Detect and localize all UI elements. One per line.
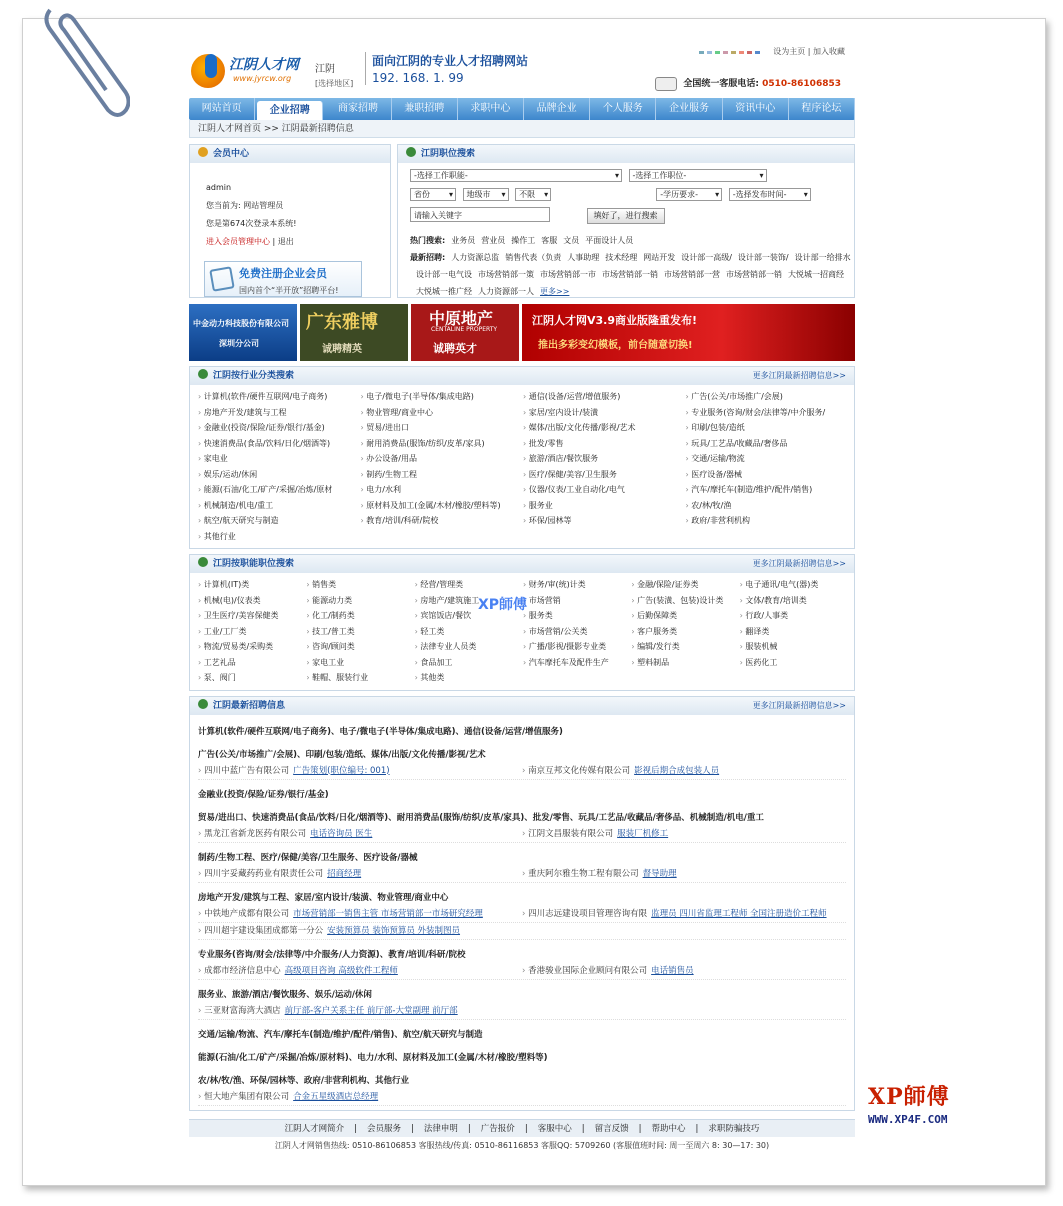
industry-link[interactable]: › 家电业: [198, 451, 361, 467]
hotline: [655, 76, 841, 91]
industry-link[interactable]: › 娱乐/运动/休闲: [198, 467, 361, 483]
function-link[interactable]: › 汽车摩托车及配件生产: [523, 655, 631, 671]
keyword-input[interactable]: 请输入关键字: [410, 207, 550, 222]
latest-job-link[interactable]: 大悦城一推广经: [416, 287, 472, 296]
category-heading: 能源(石油/化工/矿产/采掘/冶炼/原材料)、电力/水利、原材料及加工(金属/木材/橡胶/塑料等): [198, 1052, 548, 1063]
industry-link[interactable]: › 专业服务(咨询/财会/法律等/中介服务/: [686, 405, 849, 421]
function-link[interactable]: › 泵、阀门: [198, 670, 306, 686]
latest-more-link[interactable]: 更多江阴最新招聘信息>>: [752, 700, 846, 710]
latest-job-link[interactable]: 市场营销部一销: [726, 270, 782, 279]
company-name[interactable]: 江阴文昌服装有限公司: [528, 828, 614, 839]
list-icon: [198, 557, 208, 567]
job-row: [198, 1089, 846, 1106]
job-cell: [198, 1089, 522, 1105]
job-cell: [198, 963, 522, 979]
footer-link[interactable]: 会员服务: [367, 1123, 402, 1134]
choose-area-link[interactable]: [选择地区]: [315, 79, 354, 88]
function-link[interactable]: › 工业/工厂类: [198, 624, 306, 640]
city-select[interactable]: 地级市 ▾: [463, 188, 509, 201]
nav-item[interactable]: 网站首页: [189, 98, 255, 120]
job-link[interactable]: 招商经理: [327, 868, 362, 879]
function-link[interactable]: › 市场营销: [523, 593, 631, 609]
company-name[interactable]: 成都市经济信息中心: [204, 965, 281, 976]
industry-link[interactable]: › 金融业(投资/保险/证券/银行/基金): [198, 420, 361, 436]
latest-job-link[interactable]: 市场营销部一策: [478, 270, 534, 279]
latest-job-link[interactable]: 人力资源总监: [451, 253, 500, 262]
banner-4-title: 江阴人才网V3.9商业版隆重发布!: [532, 314, 698, 327]
footer-separator: |: [411, 1123, 414, 1134]
industry-link[interactable]: › 航空/航天研究与制造: [198, 513, 361, 529]
latest-job-link[interactable]: 市场营销部一市: [540, 270, 596, 279]
nav-item[interactable]: 商家招聘: [325, 98, 391, 120]
function-link[interactable]: › 翻译类: [740, 624, 848, 640]
industry-link[interactable]: › 服务业: [523, 498, 686, 514]
user-role: 您当前为: 网站管理员: [206, 201, 284, 210]
function-link[interactable]: › 食品加工: [415, 655, 523, 671]
function-link[interactable]: › 计算机(IT)类: [198, 577, 306, 593]
category-heading: 房地产开发/建筑与工程、家居/室内设计/装潢、物业管理/商业中心: [198, 892, 449, 903]
latest-job-link[interactable]: 设计部一高级/: [681, 253, 732, 262]
watermark: [868, 1080, 988, 1126]
list-icon: [198, 369, 208, 379]
function-link[interactable]: › 广播/影视/摄影专业类: [523, 639, 631, 655]
company-name[interactable]: 中铁地产成都有限公司: [204, 908, 290, 919]
logo-text: 江阴人才网: [229, 57, 299, 73]
job-cell: [198, 906, 522, 922]
hot-search-link[interactable]: 营业员: [481, 236, 506, 245]
latest-job-link[interactable]: 销售代表（负责: [505, 253, 562, 262]
job-row: [198, 1003, 846, 1020]
banner-v39-release[interactable]: [522, 304, 855, 361]
set-home-link[interactable]: 设为主页 | 加入收藏: [773, 47, 845, 56]
city-label: 江阴: [315, 64, 335, 75]
function-link[interactable]: › 物流/贸易类/采购类: [198, 639, 306, 655]
company-name[interactable]: 重庆阿尔雅生物工程有限公司: [528, 868, 639, 879]
industry-link[interactable]: › 计算机(软件/硬件互联网/电子商务): [198, 389, 361, 405]
member-center-header: [190, 145, 390, 163]
category-heading: 贸易/进出口、快速消费品(食品/饮料/日化/烟酒等)、耐用消费品(服饰/纺织/皮革/家具)、批发/零售、玩具/工艺品/收藏品/奢侈品、机械制造/机电/重工: [198, 812, 764, 823]
industry-link[interactable]: › 贸易/进出口: [361, 420, 524, 436]
latest-job-link[interactable]: 市场营销部一营: [664, 270, 720, 279]
job-link[interactable]: 安装预算员 装饰预算员 外装制图员: [327, 925, 461, 936]
industry-link[interactable]: › 印刷/包装/造纸: [686, 420, 849, 436]
category-heading: 广告(公关/市场推广/会展)、印刷/包装/造纸、媒体/出版/文化传播/影视/艺术: [198, 749, 486, 760]
industry-link[interactable]: › 机械制造/机电/重工: [198, 498, 361, 514]
ip-text: 192. 168. 1. 99: [372, 71, 464, 85]
telephone-icon: [655, 77, 677, 91]
footer-link[interactable]: 留言反馈: [594, 1123, 629, 1134]
company-name[interactable]: 南京互邦文化传媒有限公司: [528, 765, 631, 776]
function-link[interactable]: › 服装机械: [740, 639, 848, 655]
banner-2-sub: 诚聘精英: [322, 344, 362, 355]
function-header: [190, 555, 854, 573]
latest-list: [190, 715, 854, 1110]
function-more-link[interactable]: 更多江阴最新招聘信息>>: [752, 559, 846, 568]
function-link[interactable]: › 广告(装潢、包装)设计类: [631, 593, 739, 609]
nav-item[interactable]: 企业招聘: [257, 101, 323, 120]
job-link[interactable]: 广告策划(职位编号: 001): [293, 765, 390, 776]
job-row: [198, 906, 846, 923]
company-name[interactable]: 三亚财富海湾大酒店: [204, 1005, 281, 1016]
industry-link[interactable]: › 玩具/工艺品/收藏品/奢侈品: [686, 436, 849, 452]
main-nav: [189, 98, 855, 120]
industry-link[interactable]: › 其他行业: [198, 529, 361, 545]
function-link[interactable]: › 金融/保险/证券类: [631, 577, 739, 593]
category-heading: 服务业、旅游/酒店/餐饮服务、娱乐/运动/休闲: [198, 989, 372, 1000]
search-button[interactable]: 填好了，进行搜索: [587, 208, 665, 224]
industry-link[interactable]: › 仪器/仪表/工业自动化/电气: [523, 482, 686, 498]
function-grid: [190, 573, 854, 690]
job-cell: [522, 763, 846, 779]
function-link[interactable]: › 医药化工: [740, 655, 848, 671]
job-search-header: [398, 145, 854, 163]
function-link[interactable]: › 鞋帽、服装行业: [306, 670, 414, 686]
watermark-brand: XP師傅: [868, 1084, 950, 1110]
function-link[interactable]: › 塑料制品: [631, 655, 739, 671]
footer-link[interactable]: 广告报价: [480, 1123, 515, 1134]
job-cell: [198, 866, 522, 882]
function-link[interactable]: › 能源动力类: [306, 593, 414, 609]
nav-item[interactable]: 求职中心: [458, 98, 524, 120]
nav-item[interactable]: 个人服务: [590, 98, 656, 120]
company-name[interactable]: 四川中蓝广告有限公司: [204, 765, 290, 776]
banner-3-en: CENTALINE PROPERTY: [431, 326, 498, 333]
position-select[interactable]: -选择工作职位- ▾: [629, 169, 767, 182]
job-cell: [522, 826, 846, 842]
industry-link[interactable]: › 交通/运输/物流: [686, 451, 849, 467]
job-link[interactable]: 高级项目咨询 高级软件工程师: [284, 965, 398, 976]
slogan-text: 面向江阴的专业人才招聘网站: [372, 54, 529, 68]
function-link[interactable]: › 工艺礼品: [198, 655, 306, 671]
banner-yabo[interactable]: [300, 304, 408, 361]
industry-link[interactable]: › 农/林/牧/渔: [686, 498, 849, 514]
function-title: 江阴按职能职位搜索: [213, 559, 295, 569]
province-select[interactable]: 省份 ▾: [410, 188, 456, 201]
job-link[interactable]: 合金五星级酒店总经理: [293, 1091, 379, 1102]
footer-link[interactable]: 求职防骗技巧: [708, 1123, 760, 1134]
job-row: [198, 763, 846, 780]
watermark-url: WWW.XP4F.COM: [868, 1113, 948, 1126]
hot-search-link[interactable]: 业务员: [451, 236, 476, 245]
industry-link[interactable]: › 制药/生物工程: [361, 467, 524, 483]
footer-link[interactable]: 法律申明: [423, 1123, 458, 1134]
breadcrumb: 江阴人才网首页 >> 江阴最新招聘信息: [189, 120, 855, 138]
industry-link[interactable]: › 医疗设备/器械: [686, 467, 849, 483]
footer-separator: |: [695, 1123, 699, 1134]
function-link[interactable]: › 轻工类: [415, 624, 523, 640]
footer-separator: |: [467, 1123, 471, 1134]
logout-link[interactable]: 退出: [277, 237, 294, 246]
industry-link[interactable]: › 政府/非营利机构: [686, 513, 849, 529]
login-count: 您是第674次登录本系统!: [206, 219, 297, 228]
register-form-icon: [209, 266, 234, 291]
industry-link[interactable]: › 广告(公关/市场推广/会展): [686, 389, 849, 405]
date-select[interactable]: -选择发布时间- ▾: [729, 188, 811, 201]
industry-link[interactable]: › 电力/水利: [361, 482, 524, 498]
industry-link[interactable]: › 教育/培训/科研/院校: [361, 513, 524, 529]
paperclip-icon: [40, 2, 130, 120]
logo[interactable]: [191, 52, 359, 92]
district-select[interactable]: 不限 ▾: [515, 188, 551, 201]
hot-search-link[interactable]: 平面设计人员: [585, 236, 634, 245]
register-title: 免费注册企业会员: [239, 267, 327, 280]
banner-1-title: 中金动力科技股份有限公司: [193, 319, 289, 328]
industry-header: [190, 367, 854, 385]
function-link[interactable]: › 房地产/建筑施工: [415, 593, 523, 609]
job-row: [198, 826, 846, 843]
slogan: [365, 52, 528, 85]
latest-title: 江阴最新招聘信息: [213, 700, 286, 711]
latest-job-link[interactable]: 网站开发: [643, 253, 676, 262]
job-search-title: 江阴职位搜索: [421, 149, 476, 159]
function-link[interactable]: › 行政/人事类: [740, 608, 848, 624]
function-link[interactable]: › 电子通讯/电气(器)类: [740, 577, 848, 593]
search-icon: [406, 147, 416, 157]
function-link[interactable]: › 卫生医疗/美容保健类: [198, 608, 306, 624]
nav-item[interactable]: 企业服务: [656, 98, 722, 120]
company-name[interactable]: 四川志远建设项目管理咨询有限: [528, 908, 648, 919]
function-link[interactable]: › 咨询/顾问类: [306, 639, 414, 655]
logo-icon: [191, 54, 225, 88]
industry-link[interactable]: › 医疗/保健/美容/卫生服务: [523, 467, 686, 483]
industry-more-link[interactable]: 更多江阴最新招聘信息>>: [752, 371, 846, 380]
latest-job-link[interactable]: 人力资源部一人: [478, 287, 534, 296]
job-cell: [198, 1003, 522, 1019]
job-link[interactable]: 监理员 四川省监理工程师 全国注册造价工程师: [651, 908, 827, 919]
industry-link[interactable]: › 旅游/酒店/餐饮服务: [523, 451, 686, 467]
company-name[interactable]: 四川超宇建设集团成都第一分公: [204, 925, 324, 936]
job-link[interactable]: 电话咨询员 医生: [310, 828, 373, 839]
function-link[interactable]: › 市场营销/公关类: [523, 624, 631, 640]
function-link[interactable]: › 后勤保障类: [631, 608, 739, 624]
footer-info: 江阴人才网销售热线: 0510-86106853 客服热线/传真: 0510-86116853 客服QQ: 5709260 (客服值班时间: 周一至周六 8: 30—17: 30): [274, 1140, 770, 1150]
register-company-button[interactable]: [204, 261, 362, 297]
nav-item[interactable]: 兼职招聘: [392, 98, 458, 120]
education-select[interactable]: -学历要求- ▾: [656, 188, 722, 201]
function-link[interactable]: › 编辑/发行类: [631, 639, 739, 655]
function-link[interactable]: › 化工/制药类: [306, 608, 414, 624]
footer-link[interactable]: 帮助中心: [651, 1123, 686, 1134]
job-cell: [198, 826, 522, 842]
job-cell: [198, 923, 522, 939]
function-link[interactable]: › 销售类: [306, 577, 414, 593]
function-link[interactable]: › 家电工业: [306, 655, 414, 671]
job-row: [198, 963, 846, 980]
username: admin: [206, 183, 232, 192]
latest-job-link[interactable]: 设计部一电气设: [416, 270, 472, 279]
function-link[interactable]: › 文体/教育/培训类: [740, 593, 848, 609]
company-name[interactable]: 四川宇妥藏药药业有限责任公司: [204, 868, 324, 879]
footer-link[interactable]: 客服中心: [537, 1123, 572, 1134]
footer-link[interactable]: 江阴人才网简介: [284, 1123, 345, 1134]
industry-link[interactable]: › 媒体/出版/文化传播/影视/艺术: [523, 420, 686, 436]
list-icon: [198, 699, 208, 709]
color-dots-icon: [699, 47, 763, 56]
latest-job-link[interactable]: 设计部一给排水: [794, 253, 851, 262]
hot-search-link[interactable]: 文员: [563, 236, 580, 245]
hot-search: [410, 232, 854, 300]
watermark-center: XP師傅: [478, 597, 528, 613]
job-link[interactable]: 前厅部-客户关系主任 前厅部-大堂副理 前厅部: [284, 1005, 458, 1016]
banner-3-sub: 诚聘英才: [433, 342, 477, 355]
industry-link[interactable]: › 通信(设备/运营/增值服务): [523, 389, 686, 405]
function-link[interactable]: › 财务/审(统)计类: [523, 577, 631, 593]
member-center: 会员中心 admin 您当前为: 网站管理员 您是第674次登录本系统! 进入会员管理中心 | 退出 免费注册企业会员 国内首个“半开放”招聘平台!: [189, 144, 391, 298]
function-link[interactable]: › 其他类: [415, 670, 523, 686]
industry-title: 江阴按行业分类搜索: [213, 371, 295, 381]
hotline-label: 全国统一客服电话:: [683, 79, 759, 89]
job-cell: [522, 963, 846, 979]
latest-job-link[interactable]: 市场营销部一销: [602, 270, 658, 279]
latest-job-link[interactable]: 人事助理: [567, 253, 600, 262]
footer-links: [189, 1119, 855, 1137]
banner-zhongjin[interactable]: [189, 304, 297, 361]
latest-more-link[interactable]: 更多>>: [540, 287, 570, 296]
latest-header: [190, 697, 854, 715]
function-link[interactable]: › 服务类: [523, 608, 631, 624]
footer-separator: |: [638, 1123, 642, 1134]
industry-link[interactable]: › 家居/室内设计/装潢: [523, 405, 686, 421]
company-name[interactable]: 黑龙江省新龙医药有限公司: [204, 828, 307, 839]
industry-link[interactable]: › 批发/零售: [523, 436, 686, 452]
hot-search-link[interactable]: 客服: [541, 236, 558, 245]
industry-link[interactable]: › 办公设备/用品: [361, 451, 524, 467]
banner-ads: [189, 304, 855, 361]
job-cell: [198, 763, 522, 779]
industry-section: [189, 366, 855, 549]
industry-link[interactable]: › 能源(石油/化工/矿产/采掘/冶炼/原材: [198, 482, 361, 498]
latest-section: [189, 696, 855, 1111]
company-name[interactable]: 香港骏业国际企业顾问有限公司: [528, 965, 648, 976]
job-link[interactable]: 市场营销部一销售主管 市场营销部一市场研究经理: [293, 908, 483, 919]
latest-jobs-label: 最新招聘:: [410, 253, 446, 262]
header: [189, 46, 855, 98]
function-link[interactable]: › 客户服务类: [631, 624, 739, 640]
banner-1-sub: 深圳分公司: [219, 339, 259, 348]
job-cell: [522, 866, 846, 882]
job-row: [198, 923, 846, 940]
company-name[interactable]: 恒大地产集团有限公司: [204, 1091, 290, 1102]
job-cell: [522, 906, 846, 922]
banner-3-title: 中原地产: [429, 309, 494, 328]
function-select[interactable]: -选择工作职能- ▾: [410, 169, 622, 182]
nav-item[interactable]: 程序论坛: [789, 98, 855, 120]
member-admin-link[interactable]: 进入会员管理中心: [206, 237, 270, 246]
register-subtitle: 国内首个“半开放”招聘平台!: [239, 286, 339, 295]
logo-url: www.jyrcw.org: [233, 74, 292, 83]
latest-job-link[interactable]: 大悦城一招商经: [788, 270, 844, 279]
member-center-title: 会员中心: [213, 149, 250, 159]
banner-centaline[interactable]: [411, 304, 519, 361]
job-link[interactable]: 服装厂机修工: [617, 828, 669, 839]
footer-separator: |: [581, 1123, 585, 1134]
category-heading: 交通/运输/物流、汽车/摩托车(制造/维护/配件/销售)、航空/航天研究与制造: [198, 1029, 483, 1040]
hot-search-link[interactable]: 操作工: [511, 236, 536, 245]
function-link[interactable]: › 法律专业人员类: [415, 639, 523, 655]
category-heading: 专业服务(咨询/财会/法律等/中介服务/人力资源)、教育/培训/科研/院校: [198, 949, 466, 960]
top-links: [699, 46, 845, 57]
function-link[interactable]: › 宾馆饭店/餐饮: [415, 608, 523, 624]
nav-item[interactable]: 品牌企业: [524, 98, 590, 120]
function-link[interactable]: › 经营/管理类: [415, 577, 523, 593]
category-heading: 制药/生物工程、医疗/保健/美容/卫生服务、医疗设备/器械: [198, 852, 418, 863]
category-heading: 计算机(软件/硬件互联网/电子商务)、电子/微电子(半导体/集成电路)、通信(设备/运营/增值服务): [198, 726, 563, 737]
job-row: [198, 866, 846, 883]
category-heading: 金融业(投资/保险/证券/银行/基金): [198, 789, 329, 800]
job-link[interactable]: 督导助理: [642, 868, 677, 879]
job-link[interactable]: 影视后期合成包装人员: [634, 765, 720, 776]
footer-separator: |: [524, 1123, 528, 1134]
job-link[interactable]: 电话销售员: [651, 965, 694, 976]
industry-link[interactable]: › 快速消费品(食品/饮料/日化/烟酒等): [198, 436, 361, 452]
industry-link[interactable]: › 耐用消费品(服饰/纺织/皮革/家具): [361, 436, 524, 452]
latest-job-link[interactable]: 技术经理: [605, 253, 638, 262]
banner-2-title: 广东雅博: [306, 312, 378, 333]
latest-job-link[interactable]: 设计部一装饰/: [737, 253, 789, 262]
industry-link[interactable]: › 环保/园林等: [523, 513, 686, 529]
industry-link[interactable]: › 原材料及加工(金属/木材/橡胶/塑料等): [361, 498, 524, 514]
industry-link[interactable]: › 汽车/摩托车(制造/维护/配件/销售): [686, 482, 849, 498]
function-link[interactable]: › 技工/普工类: [306, 624, 414, 640]
banner-4-sub: 推出多彩变幻模板，前台随意切换!: [538, 340, 693, 351]
nav-item[interactable]: 资讯中心: [723, 98, 789, 120]
category-heading: 农/林/牧/渔、环保/园林等、政府/非营利机构、其他行业: [198, 1075, 410, 1086]
industry-link[interactable]: › 房地产开发/建筑与工程: [198, 405, 361, 421]
footer-separator: |: [354, 1123, 358, 1134]
industry-link[interactable]: › 物业管理/商业中心: [361, 405, 524, 421]
hot-search-label: 热门搜索:: [410, 236, 446, 245]
job-search: [397, 144, 855, 298]
users-icon: [198, 147, 208, 157]
function-link[interactable]: › 机械(电)/仪表类: [198, 593, 306, 609]
industry-grid: [190, 385, 854, 548]
function-section: [189, 554, 855, 691]
hotline-number: 0510-86106853: [762, 79, 841, 89]
industry-link[interactable]: › 电子/微电子(半导体/集成电路): [361, 389, 524, 405]
